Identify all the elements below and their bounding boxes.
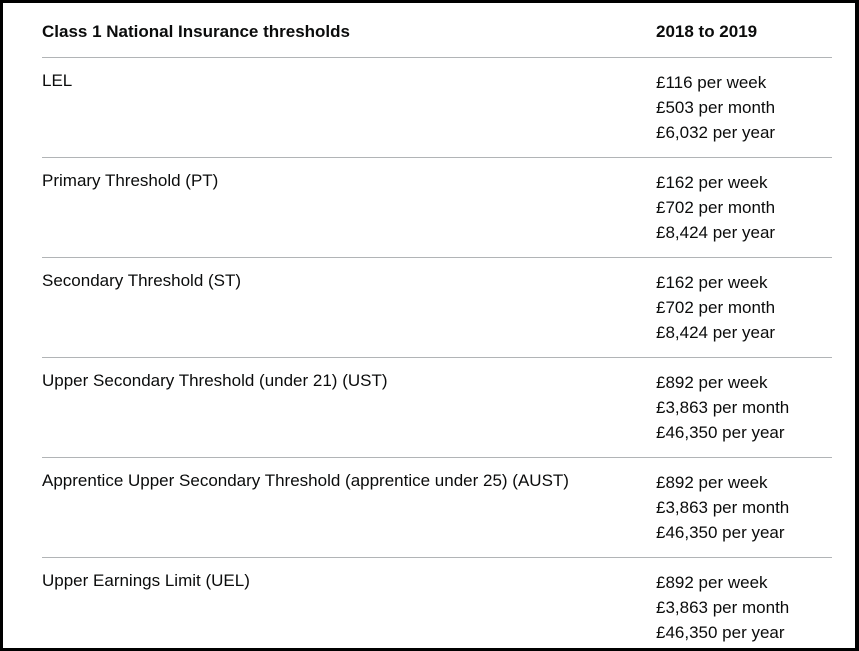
threshold-label: LEL bbox=[42, 71, 73, 90]
table-row bbox=[42, 458, 832, 558]
value-weekly: £116 per week bbox=[656, 73, 767, 92]
value-yearly: £6,032 per year bbox=[656, 123, 776, 142]
table-row bbox=[42, 258, 832, 358]
thresholds-table bbox=[42, 3, 832, 648]
table-row bbox=[42, 58, 832, 158]
threshold-label: Secondary Threshold (ST) bbox=[42, 271, 242, 290]
value-yearly: £46,350 per year bbox=[656, 423, 785, 442]
threshold-label: Primary Threshold (PT) bbox=[42, 171, 219, 190]
value-yearly: £8,424 per year bbox=[656, 323, 776, 342]
threshold-label: Upper Earnings Limit (UEL) bbox=[42, 571, 250, 590]
value-weekly: £892 per week bbox=[656, 373, 768, 392]
table-header-row bbox=[42, 3, 832, 58]
value-yearly: £46,350 per year bbox=[656, 523, 785, 542]
threshold-values bbox=[656, 370, 789, 445]
value-monthly: £3,863 per month bbox=[656, 498, 790, 517]
value-monthly: £3,863 per month bbox=[656, 598, 790, 617]
threshold-values bbox=[656, 170, 775, 245]
value-monthly: £702 per month bbox=[656, 198, 776, 217]
threshold-label: Apprentice Upper Secondary Threshold (apprentice under 25) (AUST) bbox=[42, 471, 569, 490]
value-monthly: £3,863 per month bbox=[656, 398, 790, 417]
page-frame bbox=[3, 3, 855, 648]
value-yearly: £8,424 per year bbox=[656, 223, 776, 242]
column-header-thresholds: Class 1 National Insurance thresholds bbox=[42, 22, 350, 41]
table-row bbox=[42, 158, 832, 258]
table-row bbox=[42, 358, 832, 458]
value-monthly: £503 per month bbox=[656, 98, 776, 117]
value-weekly: £892 per week bbox=[656, 473, 768, 492]
value-yearly: £46,350 per year bbox=[656, 623, 785, 642]
value-weekly: £892 per week bbox=[656, 573, 768, 592]
value-weekly: £162 per week bbox=[656, 273, 768, 292]
threshold-label: Upper Secondary Threshold (under 21) (UST) bbox=[42, 371, 388, 390]
threshold-values bbox=[656, 270, 775, 345]
column-header-tax-year: 2018 to 2019 bbox=[656, 22, 758, 41]
threshold-values bbox=[656, 70, 775, 145]
threshold-values bbox=[656, 470, 789, 545]
threshold-values bbox=[656, 570, 789, 645]
table-row bbox=[42, 558, 832, 648]
value-monthly: £702 per month bbox=[656, 298, 776, 317]
value-weekly: £162 per week bbox=[656, 173, 768, 192]
